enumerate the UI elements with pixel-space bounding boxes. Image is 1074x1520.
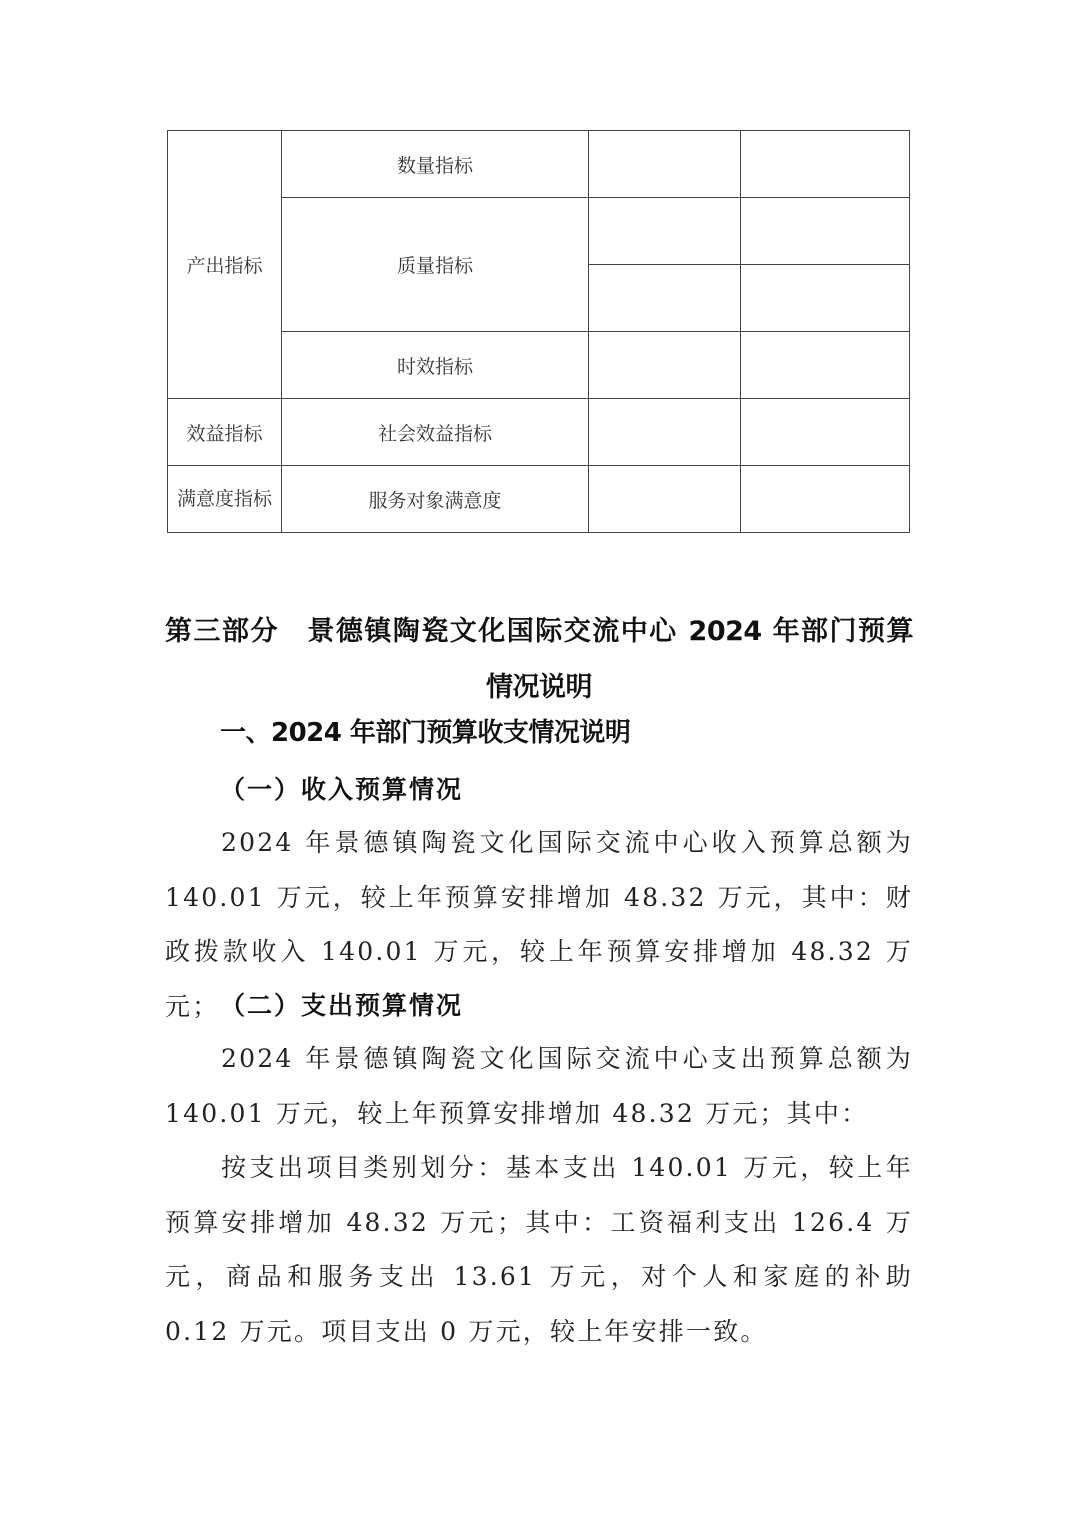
value-cell xyxy=(589,332,741,399)
performance-indicator-table xyxy=(167,130,910,533)
level2-cell-service-satisfaction: 服务对象满意度 xyxy=(282,466,589,533)
expense-paragraph-total: 2024 年景德镇陶瓷文化国际交流中心支出预算总额为 140.01 万元，较上年预算安排增加 48.32 万元；其中： xyxy=(165,1044,913,1128)
value-cell xyxy=(589,131,741,198)
value-cell xyxy=(741,332,910,399)
level1-cell-benefit: 效益指标 xyxy=(168,399,282,466)
income-paragraph: 2024 年景德镇陶瓷文化国际交流中心收入预算总额为 140.01 万元，较上年预算安排增加 48.32 万元，其中：财政拨款收入 140.01 万元，较上年预算安排增加 48.32 万元； xyxy=(165,828,913,1021)
value-cell xyxy=(741,265,910,332)
section-title-line2: 情况说明 xyxy=(486,672,592,703)
level1-cell-output: 产出指标 xyxy=(168,131,282,399)
section-title-line1: 第三部分 景德镇陶瓷文化国际交流中心 2024 年部门预算 xyxy=(165,616,913,647)
table-row xyxy=(168,399,910,466)
value-cell xyxy=(741,399,910,466)
value-cell xyxy=(741,198,910,265)
value-cell xyxy=(589,265,741,332)
heading-budget-overview: 一、2024 年部门预算收支情况说明 xyxy=(220,718,631,748)
expense-paragraph-breakdown: 按支出项目类别划分：基本支出 140.01 万元，较上年预算安排增加 48.32 万元；其中：工资福利支出 126.4 万元，商品和服务支出 13.61 万元，对个人和家庭的补助 0.12 万元。项目支出 0 万元，较上年安排一致。 xyxy=(165,1153,913,1346)
level2-cell-timeliness: 时效指标 xyxy=(282,332,589,399)
value-cell xyxy=(741,466,910,533)
heading-expense-budget: （二）支出预算情况 xyxy=(220,991,464,1020)
value-cell xyxy=(589,198,741,265)
heading-income-budget: （一）收入预算情况 xyxy=(220,775,464,804)
value-cell xyxy=(741,131,910,198)
section-title xyxy=(165,604,913,716)
level1-cell-satisfaction: 满意度指标 xyxy=(168,466,282,533)
level2-cell-quantity: 数量指标 xyxy=(282,131,589,198)
value-cell xyxy=(589,466,741,533)
table-row xyxy=(168,466,910,533)
table-row xyxy=(168,131,910,198)
value-cell xyxy=(589,399,741,466)
level2-cell-quality: 质量指标 xyxy=(282,198,589,332)
level2-cell-social-benefit: 社会效益指标 xyxy=(282,399,589,466)
